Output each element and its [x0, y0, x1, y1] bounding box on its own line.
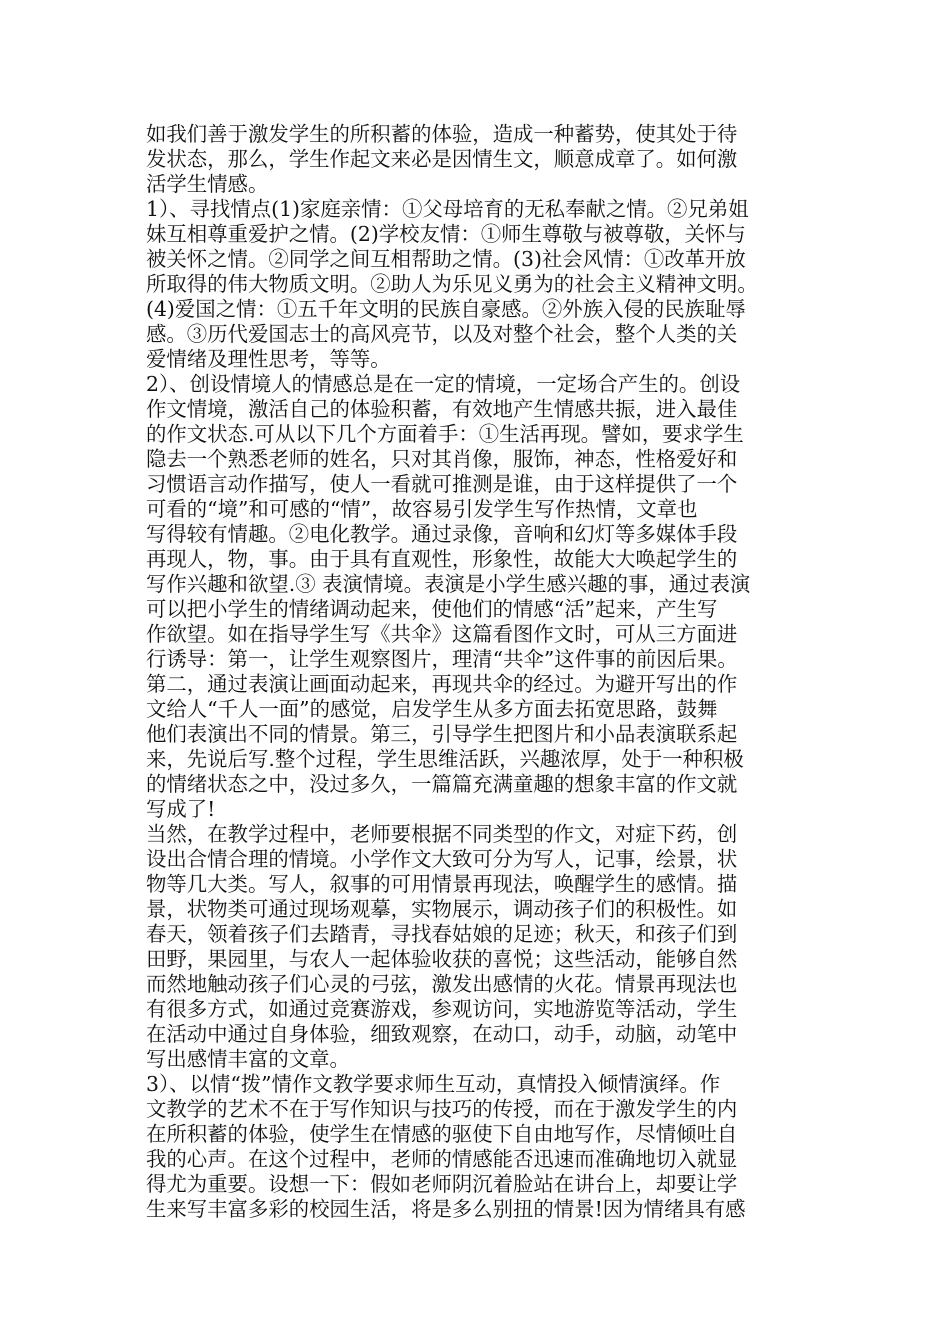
text-line: 的情绪状态之中，没过多久，一篇篇充满童趣的想象丰富的作文就: [146, 772, 738, 796]
text-line: 有很多方式，如通过竞赛游戏，参观访问，实地游览等活动，学生: [146, 997, 738, 1021]
text-line: 所取得的伟大物质文明。②助人为乐见义勇为的社会主义精神文明。: [146, 272, 758, 296]
text-line: 当然，在教学过程中，老师要根据不同类型的作文，对症下药，创: [146, 822, 738, 846]
text-line: 可看的“境”和可感的“情”，故容易引发学生写作热情，文章也: [146, 497, 698, 521]
text-line: (4)爱国之情：①五千年文明的民族自豪感。②外族入侵的民族耻辱: [146, 297, 746, 321]
text-line: 被关怀之情。②同学之间互相帮助之情。(3)社会风情：①改革开放: [146, 247, 746, 271]
text-line: 在所积蓄的体验，使学生在情感的驱使下自由地写作，尽情倾吐自: [146, 1122, 738, 1146]
text-line: 的作文状态.可从以下几个方面着手：①生活再现。譬如，要求学生: [146, 422, 744, 446]
text-line: 作文情境，激活自己的体验积蓄，有效地产生情感共振，进入最佳: [146, 397, 738, 421]
text-line: 再现人，物，事。由于具有直观性，形象性，故能大大唤起学生的: [146, 547, 738, 571]
text-line: 生来写丰富多彩的校园生活，将是多么别扭的情景!因为情绪具有感: [146, 1197, 746, 1221]
text-line: 写得较有情趣。②电化教学。通过录像，音响和幻灯等多媒体手段: [146, 522, 738, 546]
text-line: 爱情绪及理性思考，等等。: [146, 347, 391, 371]
text-line: 如我们善于激发学生的所积蓄的体验，造成一种蓄势，使其处于待: [146, 122, 738, 146]
text-line: 写成了!: [146, 797, 216, 821]
document-body: [146, 122, 814, 1222]
text-line: 可以把小学生的情绪调动起来，使他们的情感“活”起来，产生写: [146, 597, 718, 621]
text-line: 1）、寻找情点(1)家庭亲情：①父母培育的无私奉献之情。②兄弟姐: [146, 197, 749, 221]
text-line: 写出感情丰富的文章。: [146, 1047, 350, 1071]
text-line: 发状态，那么，学生作起文来必是因情生文，顺意成章了。如何激: [146, 147, 738, 171]
text-line: 田野，果园里，与农人一起体验收获的喜悦；这些活动，能够自然: [146, 947, 738, 971]
text-line: 作欲望。如在指导学生写《共伞》这篇看图作文时，可从三方面进: [146, 622, 738, 646]
text-line: 设出合情合理的情境。小学作文大致可分为写人，记事，绘景，状: [146, 847, 738, 871]
text-line: 春天，领着孩子们去踏青，寻找春姑娘的足迹；秋天，和孩子们到: [146, 922, 738, 946]
text-line: 来，先说后写.整个过程，学生思维活跃，兴趣浓厚，处于一种积极: [146, 747, 744, 771]
text-line: 2）、创设情境人的情感总是在一定的情境，一定场合产生的。创设: [146, 372, 741, 396]
text-line: 第二，通过表演让画面动起来，再现共伞的经过。为避开写出的作: [146, 672, 738, 696]
text-line: 在活动中通过自身体验，细致观察，在动口，动手，动脑，动笔中: [146, 1022, 738, 1046]
text-line: 习惯语言动作描写，使人一看就可推测是谁，由于这样提供了一个: [146, 472, 738, 496]
text-line: 妹互相尊重爱护之情。(2)学校友情：①师生尊敬与被尊敬，关怀与: [146, 222, 746, 246]
text-line: 他们表演出不同的情景。第三，引导学生把图片和小品表演联系起: [146, 722, 738, 746]
text-line: 活学生情感。: [146, 172, 269, 196]
text-line: 得尤为重要。设想一下：假如老师阴沉着脸站在讲台上，却要让学: [146, 1172, 738, 1196]
text-line: 文给人“千人一面”的感觉，启发学生从多方面去拓宽思路，鼓舞: [146, 697, 718, 721]
text-line: 隐去一个熟悉老师的姓名，只对其肖像，服饰，神态，性格爱好和: [146, 447, 738, 471]
text-line: 文教学的艺术不在于写作知识与技巧的传授，而在于激发学生的内: [146, 1097, 738, 1121]
text-line: 感。③历代爱国志士的高风亮节，以及对整个社会，整个人类的关: [146, 322, 738, 346]
text-line: 物等几大类。写人，叙事的可用情景再现法，唤醒学生的感情。描: [146, 872, 738, 896]
text-line: 行诱导：第一，让学生观察图片，理清“共伞”这件事的前因后果。: [146, 647, 738, 671]
text-line: 写作兴趣和欲望.③ 表演情境。表演是小学生感兴趣的事，通过表演: [146, 572, 751, 596]
text-line: 3）、以情“拨”情作文教学要求师生互动，真情投入倾情演绎。作: [146, 1072, 721, 1096]
text-line: 景，状物类可通过现场观摹，实物展示，调动孩子们的积极性。如: [146, 897, 738, 921]
text-line: 我的心声。在这个过程中，老师的情感能否迅速而准确地切入就显: [146, 1147, 738, 1171]
text-line: 而然地触动孩子们心灵的弓弦，激发出感情的火花。情景再现法也: [146, 972, 738, 996]
